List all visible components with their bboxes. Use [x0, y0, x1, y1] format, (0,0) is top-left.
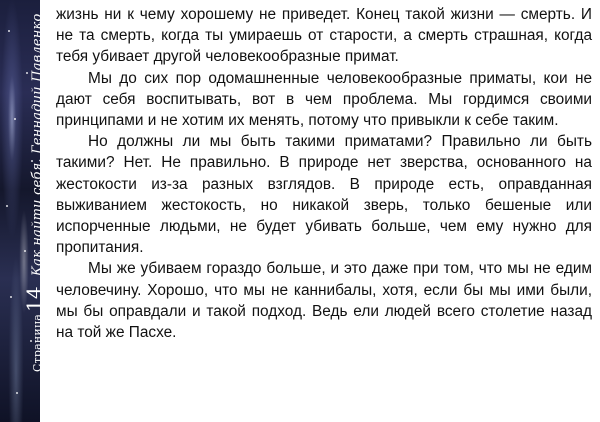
page-body	[56, 4, 592, 343]
star-decoration	[6, 205, 8, 207]
star-decoration	[14, 118, 16, 120]
star-decoration	[10, 296, 12, 298]
star-decoration	[8, 30, 10, 32]
book-title: Как найти себя. Геннадий Павленко	[30, 13, 45, 277]
side-banner	[0, 0, 46, 422]
page-label: Страница	[31, 314, 44, 372]
paragraph: Мы же убиваем гораздо больше, и это даже при том, что мы не едим человечину. Хорошо, что мы не каннибалы, хотя, если бы мы ими были, мы бы оправдали и такой подход. Ведь ели людей всего столетие назад на той же Пасхе.	[56, 260, 592, 342]
paragraph: жизнь ни к чему хорошему не приведет. Конец такой жизни — смерть. И не та смерть, когда ты умираешь от старости, а смерть страшная, когда тебя убивает другой человекообразные примат.	[56, 6, 592, 66]
star-decoration	[16, 392, 18, 394]
page-number: 14	[22, 286, 46, 312]
paragraph: Но должны ли мы быть такими приматами? Правильно ли быть такими? Нет. Не правильно. В природе нет зверства, основанного на жестокости из-за разных взглядов. В природе есть, оправданная выживанием жестокость, но никакой зверь, только бешеные или испорченные людьми, не будет убивать больше, чем ему нужно для пропитания.	[56, 133, 592, 257]
paragraph: Мы до сих пор одомашненные человекообразные приматы, кои не дают себя воспитывать, вот в чем проблема. Мы гордимся своими принципами и не хотим их менять, потому что привыкли к себе таким.	[56, 69, 592, 130]
side-caption	[22, 13, 46, 372]
